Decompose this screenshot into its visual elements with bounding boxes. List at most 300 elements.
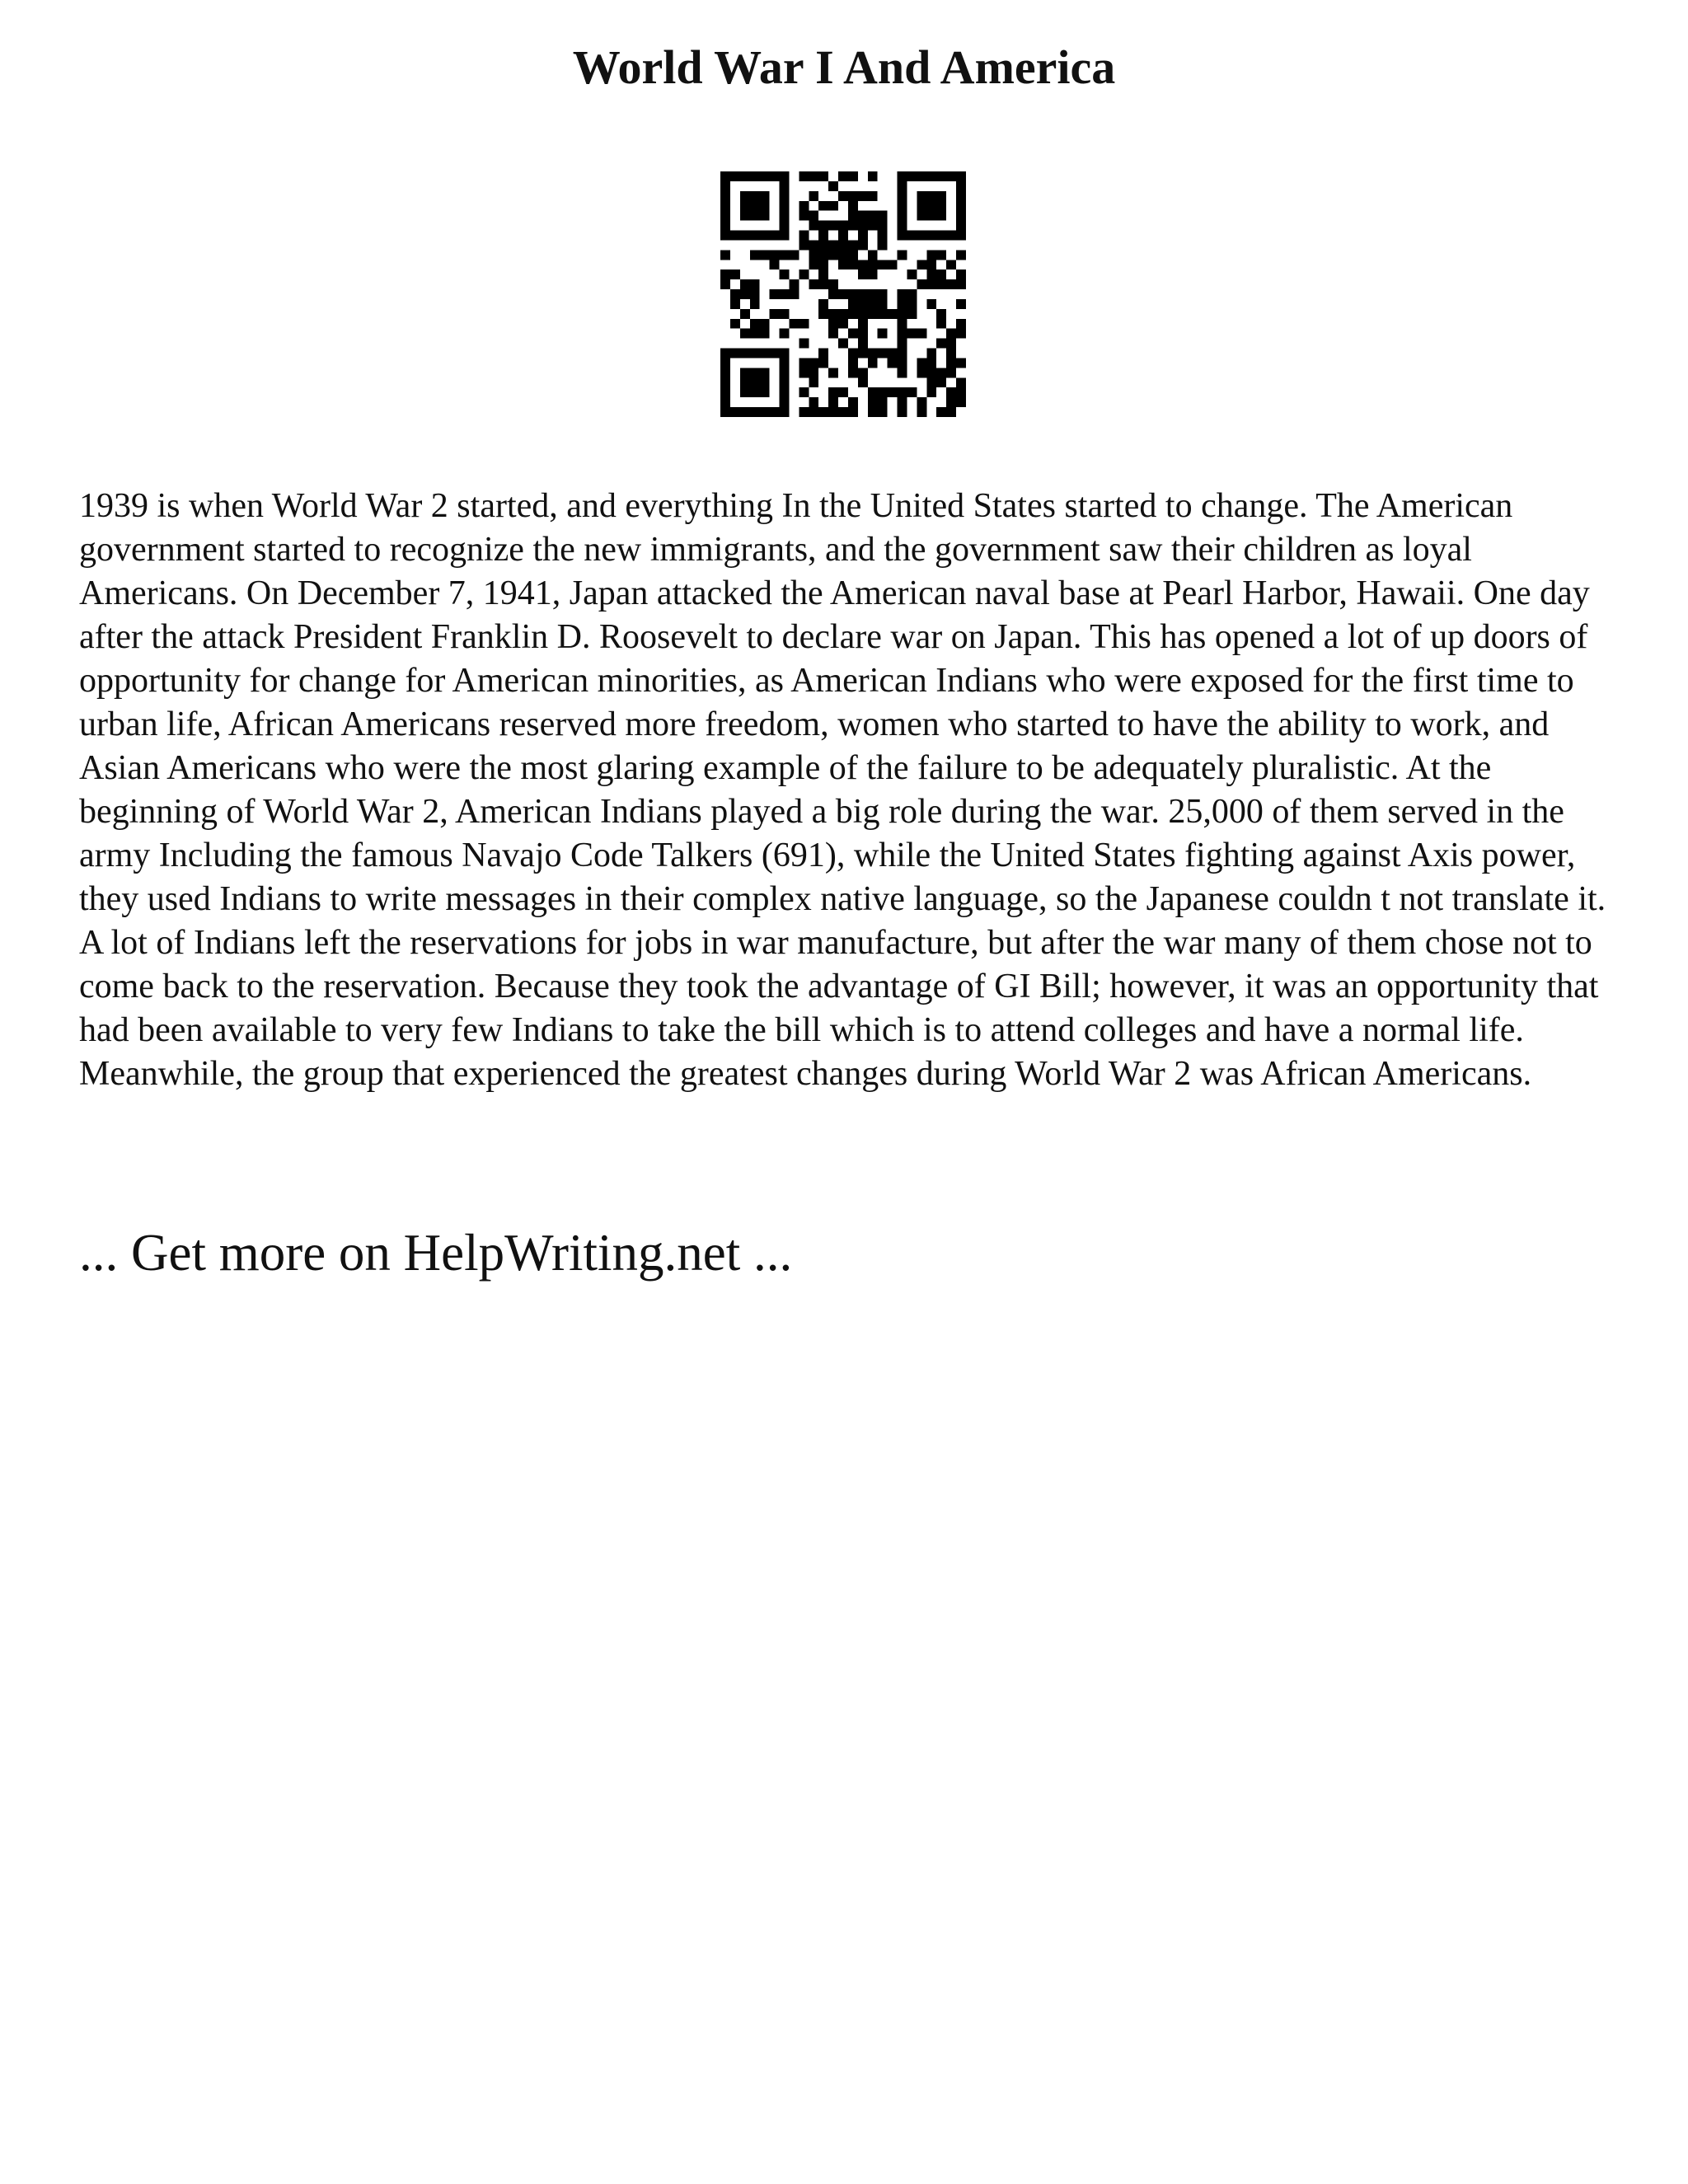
qr-module xyxy=(868,260,878,269)
qr-module xyxy=(936,201,946,211)
qr-module xyxy=(956,319,966,329)
qr-module xyxy=(750,377,760,387)
qr-module xyxy=(936,171,946,181)
qr-module xyxy=(858,240,868,250)
qr-module xyxy=(828,397,838,407)
qr-module xyxy=(936,407,946,417)
qr-module xyxy=(878,260,888,269)
qr-module xyxy=(799,211,809,221)
qr-module xyxy=(878,231,888,241)
qr-module xyxy=(750,250,760,260)
qr-module xyxy=(898,349,907,359)
qr-module xyxy=(858,329,868,339)
qr-module xyxy=(818,309,828,319)
qr-module xyxy=(858,269,868,279)
qr-module xyxy=(858,377,868,387)
qr-module xyxy=(818,260,828,269)
qr-module xyxy=(809,377,818,387)
qr-module xyxy=(917,191,926,201)
qr-module xyxy=(818,231,828,241)
qr-module xyxy=(956,299,966,309)
qr-module xyxy=(828,368,838,377)
qr-module xyxy=(838,250,848,260)
qr-module xyxy=(760,349,770,359)
qr-module xyxy=(818,240,828,250)
qr-module xyxy=(780,358,790,368)
qr-module xyxy=(946,231,956,241)
qr-module xyxy=(898,309,907,319)
qr-module xyxy=(818,407,828,417)
qr-module xyxy=(828,250,838,260)
qr-module xyxy=(828,309,838,319)
qr-module xyxy=(946,329,956,339)
qr-module xyxy=(760,211,770,221)
qr-module xyxy=(750,299,760,309)
qr-module xyxy=(878,211,888,221)
qr-module xyxy=(770,250,780,260)
qr-module xyxy=(898,358,907,368)
qr-module xyxy=(917,201,926,211)
qr-module xyxy=(809,240,818,250)
qr-module xyxy=(780,250,790,260)
qr-module xyxy=(838,407,848,417)
qr-module xyxy=(926,191,936,201)
qr-code-icon xyxy=(720,171,966,417)
qr-module xyxy=(828,240,838,250)
qr-module xyxy=(926,260,936,269)
qr-module xyxy=(730,171,740,181)
qr-module xyxy=(730,299,740,309)
qr-module xyxy=(809,171,818,181)
qr-module xyxy=(838,191,848,201)
qr-module xyxy=(720,221,730,231)
qr-module xyxy=(809,191,818,201)
qr-module xyxy=(799,339,809,349)
qr-module xyxy=(878,289,888,299)
qr-module xyxy=(809,279,818,289)
qr-module xyxy=(770,231,780,241)
qr-module xyxy=(730,289,740,299)
qr-module xyxy=(936,269,946,279)
qr-module xyxy=(730,349,740,359)
qr-module xyxy=(720,171,730,181)
qr-module xyxy=(750,319,760,329)
qr-module xyxy=(760,319,770,329)
qr-module xyxy=(720,201,730,211)
qr-module xyxy=(898,250,907,260)
qr-module xyxy=(907,171,917,181)
qr-module xyxy=(720,211,730,221)
qr-module xyxy=(770,309,780,319)
qr-module xyxy=(898,319,907,329)
qr-module xyxy=(936,231,946,241)
qr-module xyxy=(956,358,966,368)
qr-module xyxy=(809,211,818,221)
qr-module xyxy=(946,260,956,269)
qr-module xyxy=(898,191,907,201)
qr-module xyxy=(878,397,888,407)
qr-module xyxy=(799,269,809,279)
qr-module xyxy=(936,211,946,221)
qr-module xyxy=(946,387,956,397)
qr-module xyxy=(926,211,936,221)
qr-module xyxy=(818,279,828,289)
qr-module xyxy=(848,329,858,339)
qr-module xyxy=(740,201,750,211)
qr-module xyxy=(946,368,956,377)
qr-module xyxy=(956,397,966,407)
qr-module xyxy=(720,397,730,407)
qr-module xyxy=(956,211,966,221)
qr-module xyxy=(956,377,966,387)
qr-module xyxy=(946,397,956,407)
qr-module xyxy=(848,211,858,221)
qr-module xyxy=(848,171,858,181)
qr-module xyxy=(720,181,730,191)
qr-module xyxy=(740,279,750,289)
qr-module xyxy=(720,349,730,359)
qr-module xyxy=(818,250,828,260)
qr-module xyxy=(750,368,760,377)
qr-module xyxy=(956,231,966,241)
qr-module xyxy=(780,201,790,211)
qr-module xyxy=(868,269,878,279)
qr-module xyxy=(809,397,818,407)
page-title: World War I And America xyxy=(572,40,1116,94)
qr-module xyxy=(740,309,750,319)
qr-module xyxy=(946,339,956,349)
qr-module xyxy=(809,407,818,417)
qr-module xyxy=(858,231,868,241)
qr-module xyxy=(799,387,809,397)
qr-module xyxy=(740,191,750,201)
qr-module xyxy=(926,269,936,279)
qr-module xyxy=(780,269,790,279)
qr-module xyxy=(926,201,936,211)
qr-module xyxy=(789,289,799,299)
qr-module xyxy=(898,299,907,309)
qr-module xyxy=(848,260,858,269)
qr-module xyxy=(760,407,770,417)
qr-module xyxy=(898,171,907,181)
qr-module xyxy=(720,231,730,241)
qr-module xyxy=(838,240,848,250)
qr-module xyxy=(917,231,926,241)
qr-module xyxy=(828,387,838,397)
qr-module xyxy=(818,349,828,359)
qr-module xyxy=(898,368,907,377)
qr-module xyxy=(809,368,818,377)
qr-module xyxy=(907,299,917,309)
body-paragraph: 1939 is when World War 2 started, and everything In the United States started to change. The American government started to recognize the new immigrants, and the government saw their children as loyal Americans. On December 7, 1941, Japan attacked the American naval base at Pearl Harbor, Hawaii. One day after the attack President Franklin D. Roosevelt to declare war on Japan. This has opened a lot of up doors of opportunity for change for American minorities, as American Indians who were exposed for the first time to urban life, African Americans reserved more freedom, women who started to have the ability to work, and Asian Americans who were the most glaring example of the failure to be adequately pluralistic. At the beginning of World War 2, American Indians played a big role during the war. 25,000 of them served in the army Including the famous Navajo Code Talkers (691), while the United States fighting against Axis power, they used Indians to write messages in their complex native language, so the Japanese couldn t not translate it. A lot of Indians left the reservations for jobs in war manufacture, but after the war many of them chose not to come back to the reservation. Because they took the advantage of GI Bill; however, it was an opportunity that had been available to very few Indians to take the bill which is to attend colleges and have a normal life. Meanwhile, the group that experienced the greatest changes during World War 2 was African Americans. xyxy=(79,487,1606,1093)
qr-module xyxy=(730,231,740,241)
qr-module xyxy=(720,407,730,417)
qr-module xyxy=(946,171,956,181)
qr-module xyxy=(740,377,750,387)
qr-module xyxy=(898,329,907,339)
qr-module xyxy=(926,250,936,260)
qr-module xyxy=(828,407,838,417)
qr-module xyxy=(760,250,770,260)
qr-module xyxy=(936,191,946,201)
qr-module xyxy=(809,260,818,269)
qr-module xyxy=(799,358,809,368)
qr-module xyxy=(740,349,750,359)
qr-module xyxy=(838,231,848,241)
qr-module xyxy=(858,221,868,231)
qr-module xyxy=(838,309,848,319)
qr-module xyxy=(936,377,946,387)
qr-module xyxy=(926,231,936,241)
qr-module xyxy=(878,309,888,319)
qr-module xyxy=(848,201,858,211)
qr-module xyxy=(848,407,858,417)
qr-module xyxy=(799,368,809,377)
qr-module xyxy=(956,329,966,339)
qr-module xyxy=(740,329,750,339)
qr-module xyxy=(740,289,750,299)
qr-module xyxy=(848,299,858,309)
qr-module xyxy=(780,349,790,359)
qr-module xyxy=(848,368,858,377)
qr-module xyxy=(956,181,966,191)
qr-module xyxy=(898,231,907,241)
qr-module xyxy=(770,349,780,359)
qr-module xyxy=(848,221,858,231)
qr-module xyxy=(917,260,926,269)
qr-module xyxy=(936,339,946,349)
qr-module xyxy=(848,309,858,319)
qr-module xyxy=(838,387,848,397)
qr-module xyxy=(789,250,799,260)
qr-module xyxy=(898,407,907,417)
qr-module xyxy=(838,171,848,181)
qr-module xyxy=(750,201,760,211)
qr-module xyxy=(799,231,809,241)
qr-module xyxy=(907,309,917,319)
qr-module xyxy=(750,191,760,201)
qr-module xyxy=(720,279,730,289)
qr-module xyxy=(780,231,790,241)
qr-module xyxy=(878,349,888,359)
qr-module xyxy=(780,171,790,181)
qr-module xyxy=(818,201,828,211)
qr-module xyxy=(878,329,888,339)
qr-module xyxy=(740,211,750,221)
qr-module xyxy=(720,191,730,201)
qr-module xyxy=(926,377,936,387)
qr-module xyxy=(780,368,790,377)
qr-module xyxy=(780,289,790,299)
qr-module xyxy=(926,349,936,359)
qr-module xyxy=(858,309,868,319)
qr-module xyxy=(868,397,878,407)
qr-module xyxy=(740,231,750,241)
qr-module xyxy=(926,279,936,289)
qr-module xyxy=(868,191,878,201)
qr-module xyxy=(760,201,770,211)
qr-module xyxy=(858,319,868,329)
qr-module xyxy=(780,377,790,387)
qr-module xyxy=(818,171,828,181)
qr-module xyxy=(868,309,878,319)
qr-module xyxy=(898,289,907,299)
qr-module xyxy=(730,319,740,329)
qr-module xyxy=(917,211,926,221)
qr-module xyxy=(917,171,926,181)
qr-module xyxy=(838,289,848,299)
qr-module xyxy=(780,181,790,191)
qr-module xyxy=(780,211,790,221)
qr-module xyxy=(838,339,848,349)
qr-module xyxy=(898,221,907,231)
qr-module xyxy=(780,397,790,407)
qr-module xyxy=(898,181,907,191)
qr-module xyxy=(799,240,809,250)
qr-module xyxy=(956,201,966,211)
qr-module xyxy=(878,407,888,417)
qr-module xyxy=(936,309,946,319)
qr-module xyxy=(907,289,917,299)
qr-module xyxy=(868,387,878,397)
qr-module xyxy=(917,397,926,407)
qr-module xyxy=(946,349,956,359)
qr-module xyxy=(750,349,760,359)
qr-module xyxy=(770,289,780,299)
qr-module xyxy=(760,377,770,387)
qr-module xyxy=(740,368,750,377)
qr-module xyxy=(868,171,878,181)
qr-module xyxy=(956,269,966,279)
qr-module xyxy=(878,387,888,397)
qr-module xyxy=(750,171,760,181)
qr-module xyxy=(917,368,926,377)
qr-module xyxy=(828,181,838,191)
qr-module xyxy=(720,368,730,377)
qr-module xyxy=(848,250,858,260)
qr-module xyxy=(828,201,838,211)
qr-module xyxy=(888,309,898,319)
qr-module xyxy=(828,279,838,289)
qr-module xyxy=(946,407,956,417)
qr-module xyxy=(750,279,760,289)
qr-module xyxy=(878,299,888,309)
qr-module xyxy=(740,407,750,417)
qr-module xyxy=(720,377,730,387)
qr-module xyxy=(818,358,828,368)
qr-module xyxy=(750,211,760,221)
qr-module xyxy=(858,299,868,309)
qr-module xyxy=(858,368,868,377)
qr-module xyxy=(936,368,946,377)
qr-module xyxy=(878,240,888,250)
qr-module xyxy=(858,211,868,221)
qr-module xyxy=(868,349,878,359)
qr-module xyxy=(956,191,966,201)
qr-module xyxy=(888,260,898,269)
qr-module xyxy=(770,171,780,181)
qr-module xyxy=(868,221,878,231)
qr-module xyxy=(770,260,780,269)
qr-module xyxy=(848,349,858,359)
qr-module xyxy=(799,319,809,329)
qr-module xyxy=(956,279,966,289)
qr-module xyxy=(907,329,917,339)
qr-module xyxy=(888,387,898,397)
qr-module xyxy=(740,387,750,397)
qr-module xyxy=(838,221,848,231)
qr-module xyxy=(828,329,838,339)
qr-module xyxy=(898,211,907,221)
qr-module xyxy=(848,289,858,299)
qr-module xyxy=(780,191,790,201)
qr-module xyxy=(917,329,926,339)
qr-module xyxy=(848,358,858,368)
qr-module xyxy=(809,221,818,231)
qr-module xyxy=(917,358,926,368)
qr-module xyxy=(750,387,760,397)
qr-module xyxy=(760,231,770,241)
qr-module xyxy=(799,201,809,211)
get-more-link[interactable]: ... Get more on HelpWriting.net ... xyxy=(79,1224,793,1282)
qr-module xyxy=(720,250,730,260)
qr-module xyxy=(936,250,946,260)
qr-module xyxy=(760,171,770,181)
qr-module xyxy=(780,387,790,397)
qr-module xyxy=(868,250,878,260)
qr-module xyxy=(868,289,878,299)
qr-module xyxy=(789,319,799,329)
qr-module xyxy=(936,319,946,329)
qr-module xyxy=(780,309,790,319)
qr-module xyxy=(956,250,966,260)
qr-module xyxy=(926,171,936,181)
qr-module xyxy=(760,387,770,397)
qr-module xyxy=(898,339,907,349)
qr-module xyxy=(799,171,809,181)
qr-module xyxy=(888,349,898,359)
qr-module xyxy=(828,221,838,231)
qr-module xyxy=(799,407,809,417)
qr-module xyxy=(926,299,936,309)
qr-module xyxy=(858,260,868,269)
qr-module xyxy=(956,387,966,397)
qr-module xyxy=(936,279,946,289)
qr-module xyxy=(730,269,740,279)
qr-module xyxy=(818,299,828,309)
qr-module xyxy=(858,191,868,201)
qr-module xyxy=(956,171,966,181)
qr-module xyxy=(868,358,878,368)
qr-module xyxy=(750,329,760,339)
qr-module xyxy=(838,260,848,269)
qr-module xyxy=(809,358,818,368)
qr-module xyxy=(858,349,868,359)
qr-module xyxy=(740,171,750,181)
qr-module xyxy=(750,289,760,299)
qr-module xyxy=(848,191,858,201)
qr-module xyxy=(818,221,828,231)
qr-module xyxy=(818,269,828,279)
qr-module xyxy=(809,250,818,260)
qr-module xyxy=(898,201,907,211)
qr-module xyxy=(868,407,878,417)
qr-module xyxy=(780,407,790,417)
qr-module xyxy=(907,231,917,241)
qr-module xyxy=(750,231,760,241)
qr-module xyxy=(907,269,917,279)
qr-module xyxy=(838,319,848,329)
